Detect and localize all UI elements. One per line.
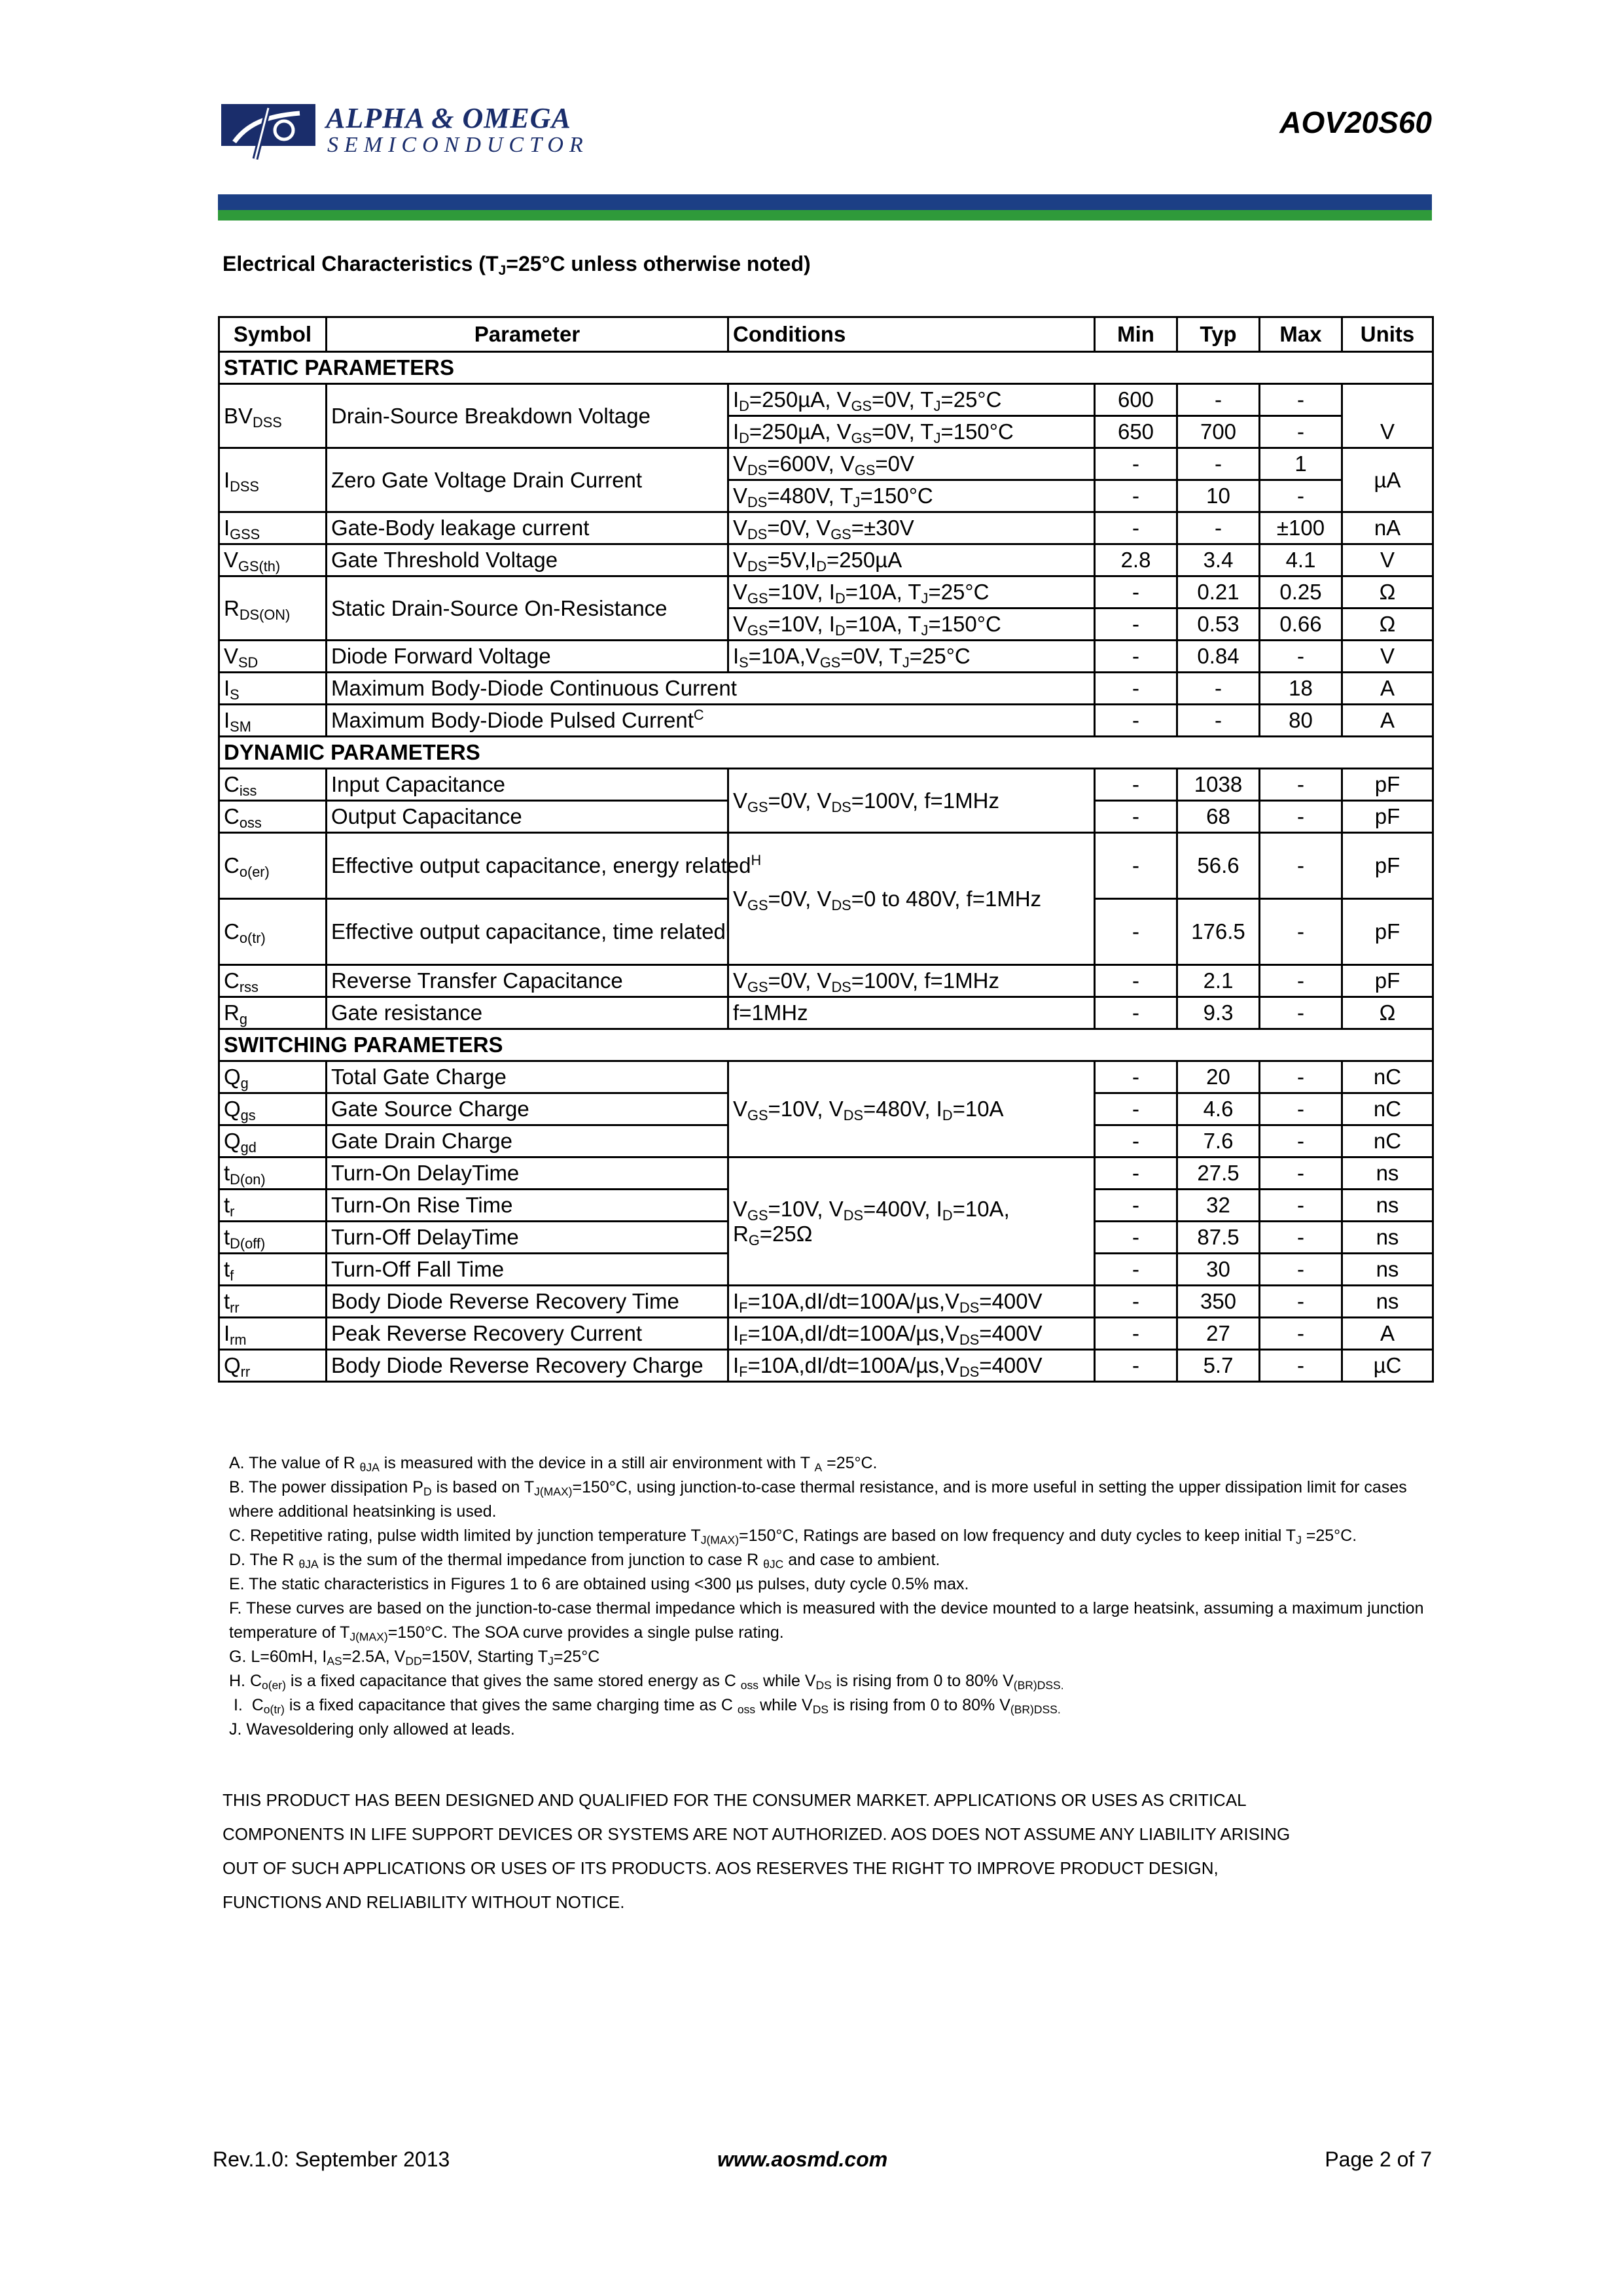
units-cell: pF <box>1342 899 1433 965</box>
max-cell: 80 <box>1260 705 1342 737</box>
symbol-cell: $Q_{gd}$ <box>219 1125 327 1157</box>
max-cell: - <box>1260 1222 1342 1254</box>
footnote-a: A. The value of R θJA is measured with the device in a still air environment with T A =25°C. <box>229 1454 878 1474</box>
symbol-cell: $C_{o(tr)}$ <box>219 899 327 965</box>
parameter-cell: Diode Forward Voltage <box>327 641 728 673</box>
part-number: AOV20S60 <box>1279 105 1432 139</box>
table-row <box>219 1318 1433 1350</box>
conditions-cell: $V_{GS}=10V$, $I_D=10A$, $T_J=150^\circ C$ <box>728 609 1095 641</box>
max-cell: - <box>1260 1350 1342 1382</box>
typ-cell: 68 <box>1177 801 1260 833</box>
parameter-cell: Gate Threshold Voltage <box>327 544 728 576</box>
min-cell: - <box>1095 1254 1177 1286</box>
symbol-cell: $V_{GS(th)}$ <box>219 544 327 576</box>
table-row <box>219 997 1433 1029</box>
units-cell: ns <box>1342 1157 1433 1190</box>
max-cell: ±100 <box>1260 512 1342 544</box>
min-cell: - <box>1095 1222 1177 1254</box>
max-cell: - <box>1260 1286 1342 1318</box>
typ-cell: 700 <box>1177 416 1260 448</box>
units-cell: ns <box>1342 1222 1433 1254</box>
max-cell: - <box>1260 641 1342 673</box>
max-cell: - <box>1260 1190 1342 1222</box>
header-band-blue <box>218 194 1432 210</box>
footnote-f: F. These curves are based on the junction-to-case thermal impedance which is measured with the device mounted to a large heatsink, assuming a maximum junction temperature of TJ(MAX)=150°C. The SOA curve provides a single pulse rating. <box>229 1599 1424 1644</box>
min-cell: - <box>1095 833 1177 899</box>
typ-cell: 1038 <box>1177 769 1260 801</box>
typ-cell: 9.3 <box>1177 997 1260 1029</box>
parameter-cell: Body Diode Reverse Recovery Time <box>327 1286 728 1318</box>
table-row <box>219 833 1433 899</box>
disclaimer <box>223 1783 1433 1919</box>
min-cell: - <box>1095 769 1177 801</box>
conditions-cell: $V_{DS}=480V$, $T_J=150^\circ C$ <box>728 480 1095 512</box>
units-cell: µC <box>1342 1350 1433 1382</box>
max-cell: - <box>1260 965 1342 997</box>
max-cell: 0.25 <box>1260 576 1342 609</box>
symbol-cell: $BV_{DSS}$ <box>219 384 327 448</box>
symbol-cell: $t_{D(off)}$ <box>219 1222 327 1254</box>
units-cell: Ω <box>1342 576 1433 609</box>
table-row <box>219 1286 1433 1318</box>
min-cell: - <box>1095 899 1177 965</box>
group-dynamic: DYNAMIC PARAMETERS <box>219 737 1433 769</box>
units-cell: pF <box>1342 769 1433 801</box>
units-cell: Ω <box>1342 997 1433 1029</box>
disclaimer-line: THIS PRODUCT HAS BEEN DESIGNED AND QUALIFIED FOR THE CONSUMER MARKET. APPLICATIONS OR USES AS CRITICAL <box>223 1790 1247 1810</box>
parameter-cell: Reverse Transfer Capacitance <box>327 965 728 997</box>
header-band-green <box>218 210 1432 221</box>
parameter-cell: Turn-Off DelayTime <box>327 1222 728 1254</box>
min-cell: - <box>1095 1093 1177 1125</box>
conditions-cell: $I_D=250\mu A$, $V_{GS}=0V$, $T_J=150^\circ C$ <box>728 416 1095 448</box>
symbol-cell: $t_{D(on)}$ <box>219 1157 327 1190</box>
table-row <box>219 512 1433 544</box>
conditions-cell: $I_F=10A,dI/dt=100A/\mu s,V_{DS}=400V$ <box>728 1286 1095 1318</box>
units-cell: µA <box>1342 448 1433 512</box>
header-min: Min <box>1095 317 1177 352</box>
min-cell: - <box>1095 1190 1177 1222</box>
typ-cell: 176.5 <box>1177 899 1260 965</box>
max-cell: - <box>1260 1093 1342 1125</box>
max-cell: - <box>1260 1318 1342 1350</box>
min-cell: - <box>1095 641 1177 673</box>
typ-cell: 3.4 <box>1177 544 1260 576</box>
typ-cell: 30 <box>1177 1254 1260 1286</box>
max-cell: - <box>1260 833 1342 899</box>
max-cell: - <box>1260 384 1342 416</box>
conditions-cell: $V_{DS}=0V$, $V_{GS}=\pm 30V$ <box>728 512 1095 544</box>
table-row <box>219 1061 1433 1093</box>
typ-cell: 0.53 <box>1177 609 1260 641</box>
table-row <box>219 965 1433 997</box>
min-cell: - <box>1095 705 1177 737</box>
group-static: STATIC PARAMETERS <box>219 352 1433 384</box>
symbol-cell: $I_{SM}$ <box>219 705 327 737</box>
units-cell: Ω <box>1342 609 1433 641</box>
footnote-j: J. Wavesoldering only allowed at leads. <box>229 1720 515 1739</box>
min-cell: 2.8 <box>1095 544 1177 576</box>
max-cell: 0.66 <box>1260 609 1342 641</box>
parameter-cell: Turn-Off Fall Time <box>327 1254 728 1286</box>
electrical-characteristics-table <box>218 316 1434 1383</box>
conditions-cell: $V_{GS}=10V$, $I_D=10A$, $T_J=25^\circ C$ <box>728 576 1095 609</box>
group-switching: SWITCHING PARAMETERS <box>219 1029 1433 1061</box>
footnote-d: D. The R θJA is the sum of the thermal impedance from junction to case R θJC and case to ambient. <box>229 1551 940 1571</box>
parameter-cell: Drain-Source Breakdown Voltage <box>327 384 728 448</box>
symbol-cell: $V_{SD}$ <box>219 641 327 673</box>
logo-text-semiconductor: SEMICONDUCTOR <box>327 133 589 157</box>
conditions-cell: $I_F=10A,dI/dt=100A/\mu s,V_{DS}=400V$ <box>728 1318 1095 1350</box>
conditions-cell: $V_{DS}=5V,I_D=250\mu A$ <box>728 544 1095 576</box>
units-cell: V <box>1342 641 1433 673</box>
units-cell: V <box>1342 384 1433 448</box>
typ-cell: 4.6 <box>1177 1093 1260 1125</box>
footer-website-link[interactable]: www.aosmd.com <box>717 2147 888 2171</box>
min-cell: - <box>1095 576 1177 609</box>
max-cell: 4.1 <box>1260 544 1342 576</box>
parameter-cell: Gate Drain Charge <box>327 1125 728 1157</box>
min-cell: - <box>1095 512 1177 544</box>
header-symbol: Symbol <box>219 317 327 352</box>
footer-page-number: Page 2 of 7 <box>1325 2147 1432 2171</box>
min-cell: - <box>1095 480 1177 512</box>
max-cell: - <box>1260 1061 1342 1093</box>
parameter-cell: Maximum Body-Diode Continuous Current <box>327 673 1095 705</box>
symbol-cell: $Q_g$ <box>219 1061 327 1093</box>
max-cell: - <box>1260 1254 1342 1286</box>
footer-revision: Rev.1.0: September 2013 <box>213 2147 450 2171</box>
max-cell: - <box>1260 769 1342 801</box>
conditions-cell: $V_{GS}=0V$, $V_{DS}=100V$, f=1MHz <box>728 769 1095 833</box>
table-row <box>219 1157 1433 1190</box>
parameter-cell: Effective output capacitance, energy related$^H$ <box>327 833 728 899</box>
symbol-cell: $Q_{rr}$ <box>219 1350 327 1382</box>
units-cell: ns <box>1342 1286 1433 1318</box>
min-cell: - <box>1095 1157 1177 1190</box>
typ-cell: 0.21 <box>1177 576 1260 609</box>
min-cell: - <box>1095 801 1177 833</box>
max-cell: 1 <box>1260 448 1342 480</box>
footnote-c: C. Repetitive rating, pulse width limited by junction temperature TJ(MAX)=150°C, Ratings are based on low frequency and duty cycles to keep initial TJ =25°C. <box>229 1527 1357 1547</box>
units-cell: A <box>1342 1318 1433 1350</box>
header-conditions: Conditions <box>728 317 1095 352</box>
table-row <box>219 705 1433 737</box>
conditions-cell: $V_{GS}=10V$, $V_{DS}=400V$, $I_D=10A$, $R_G=25\Omega$ <box>728 1157 1095 1286</box>
max-cell: - <box>1260 480 1342 512</box>
footnote-b: B. The power dissipation PD is based on TJ(MAX)=150°C, using junction-to-case thermal resistance, and is more useful in setting the upper dissipation limit for cases where additional heatsinking is used. <box>229 1478 1407 1521</box>
footnote-g: G. L=60mH, IAS=2.5A, VDD=150V, Starting TJ=25°C <box>229 1648 600 1668</box>
table-row <box>219 641 1433 673</box>
min-cell: - <box>1095 1061 1177 1093</box>
units-cell: nC <box>1342 1125 1433 1157</box>
disclaimer-line: COMPONENTS IN LIFE SUPPORT DEVICES OR SYSTEMS ARE NOT AUTHORIZED. AOS DOES NOT ASSUME ANY LIABILITY ARISING <box>223 1824 1291 1844</box>
table-row <box>219 769 1433 801</box>
units-cell: ns <box>1342 1254 1433 1286</box>
max-cell: - <box>1260 1157 1342 1190</box>
table-header-row <box>219 317 1433 352</box>
max-cell: - <box>1260 1125 1342 1157</box>
units-cell: nC <box>1342 1093 1433 1125</box>
parameter-cell: Gate Source Charge <box>327 1093 728 1125</box>
table-row <box>219 1350 1433 1382</box>
units-cell: A <box>1342 673 1433 705</box>
min-cell: - <box>1095 965 1177 997</box>
header-parameter: Parameter <box>327 317 728 352</box>
typ-cell: - <box>1177 448 1260 480</box>
table-row <box>219 384 1433 416</box>
min-cell: - <box>1095 448 1177 480</box>
max-cell: - <box>1260 899 1342 965</box>
symbol-cell: $I_{DSS}$ <box>219 448 327 512</box>
typ-cell: 56.6 <box>1177 833 1260 899</box>
disclaimer-line: FUNCTIONS AND RELIABILITY WITHOUT NOTICE. <box>223 1892 625 1912</box>
parameter-cell: Total Gate Charge <box>327 1061 728 1093</box>
parameter-cell: Maximum Body-Diode Pulsed Current$^C$ <box>327 705 1095 737</box>
symbol-cell: $I_{GSS}$ <box>219 512 327 544</box>
typ-cell: 27 <box>1177 1318 1260 1350</box>
units-cell: ns <box>1342 1190 1433 1222</box>
parameter-cell: Gate resistance <box>327 997 728 1029</box>
conditions-cell: $I_S=10A,V_{GS}=0V$, $T_J=25^\circ C$ <box>728 641 1095 673</box>
units-cell: nC <box>1342 1061 1433 1093</box>
min-cell: - <box>1095 1286 1177 1318</box>
footnote-e: E. The static characteristics in Figures 1 to 6 are obtained using <300 µs pulses, duty cycle 0.5% max. <box>229 1575 969 1593</box>
units-cell: pF <box>1342 965 1433 997</box>
max-cell: - <box>1260 997 1342 1029</box>
typ-cell: 10 <box>1177 480 1260 512</box>
max-cell: - <box>1260 801 1342 833</box>
typ-cell: - <box>1177 705 1260 737</box>
min-cell: - <box>1095 609 1177 641</box>
typ-cell: 2.1 <box>1177 965 1260 997</box>
header-max: Max <box>1260 317 1342 352</box>
symbol-cell: $R_{DS(ON)}$ <box>219 576 327 641</box>
symbol-cell: $C_{iss}$ <box>219 769 327 801</box>
symbol-cell: $t_{rr}$ <box>219 1286 327 1318</box>
symbol-cell: $I_S$ <box>219 673 327 705</box>
footnote-h: H. Co(er) is a fixed capacitance that gives the same stored energy as C oss while VDS is rising from 0 to 80% V(BR)DSS. <box>229 1672 1064 1692</box>
parameter-cell: Peak Reverse Recovery Current <box>327 1318 728 1350</box>
parameter-cell: Input Capacitance <box>327 769 728 801</box>
symbol-cell: $t_r$ <box>219 1190 327 1222</box>
typ-cell: 32 <box>1177 1190 1260 1222</box>
alpha-omega-logo-icon <box>221 104 315 160</box>
conditions-cell: $V_{GS}=0V$, $V_{DS}=0$ to 480V, f=1MHz <box>728 833 1095 965</box>
units-cell: pF <box>1342 833 1433 899</box>
conditions-cell: f=1MHz <box>728 997 1095 1029</box>
parameter-cell: Effective output capacitance, time related$^I$ <box>327 899 728 965</box>
parameter-cell: Output Capacitance <box>327 801 728 833</box>
min-cell: - <box>1095 1125 1177 1157</box>
symbol-cell: $Q_{gs}$ <box>219 1093 327 1125</box>
parameter-cell: Zero Gate Voltage Drain Current <box>327 448 728 512</box>
symbol-cell: $t_f$ <box>219 1254 327 1286</box>
min-cell: - <box>1095 997 1177 1029</box>
logo-text-alpha-omega: ALPHA & OMEGA <box>326 102 571 134</box>
header-typ: Typ <box>1177 317 1260 352</box>
conditions-cell: $I_F=10A,dI/dt=100A/\mu s,V_{DS}=400V$ <box>728 1350 1095 1382</box>
min-cell: - <box>1095 1318 1177 1350</box>
max-cell: 18 <box>1260 673 1342 705</box>
typ-cell: 7.6 <box>1177 1125 1260 1157</box>
header-units: Units <box>1342 317 1433 352</box>
typ-cell: 350 <box>1177 1286 1260 1318</box>
typ-cell: 0.84 <box>1177 641 1260 673</box>
table-row <box>219 448 1433 480</box>
disclaimer-line: OUT OF SUCH APPLICATIONS OR USES OF ITS PRODUCTS. AOS RESERVES THE RIGHT TO IMPROVE PRODUCT DESIGN, <box>223 1858 1219 1878</box>
min-cell: 600 <box>1095 384 1177 416</box>
parameter-cell: Static Drain-Source On-Resistance <box>327 576 728 641</box>
table-row <box>219 673 1433 705</box>
units-cell: A <box>1342 705 1433 737</box>
symbol-cell: $C_{rss}$ <box>219 965 327 997</box>
table-row <box>219 576 1433 609</box>
max-cell: - <box>1260 416 1342 448</box>
typ-cell: 20 <box>1177 1061 1260 1093</box>
conditions-cell: $I_D=250\mu A$, $V_{GS}=0V$, $T_J=25^\circ C$ <box>728 384 1095 416</box>
typ-cell: 5.7 <box>1177 1350 1260 1382</box>
units-cell: pF <box>1342 801 1433 833</box>
units-cell: nA <box>1342 512 1433 544</box>
min-cell: - <box>1095 673 1177 705</box>
typ-cell: - <box>1177 673 1260 705</box>
symbol-cell: $C_{oss}$ <box>219 801 327 833</box>
typ-cell: - <box>1177 512 1260 544</box>
conditions-cell: $V_{GS}=10V$, $V_{DS}=480V$, $I_D=10A$ <box>728 1061 1095 1157</box>
footnote-i: I. Co(tr) is a fixed capacitance that gives the same charging time as C oss while VDS is rising from 0 to 80% V(BR)DSS. <box>229 1696 1061 1716</box>
typ-cell: - <box>1177 384 1260 416</box>
footnotes <box>229 1451 1427 1742</box>
typ-cell: 27.5 <box>1177 1157 1260 1190</box>
min-cell: - <box>1095 1350 1177 1382</box>
symbol-cell: $R_g$ <box>219 997 327 1029</box>
units-cell: V <box>1342 544 1433 576</box>
parameter-cell: Gate-Body leakage current <box>327 512 728 544</box>
table-row <box>219 544 1433 576</box>
typ-cell: 87.5 <box>1177 1222 1260 1254</box>
section-title: Electrical Characteristics ($T_J=25^\circ C$ unless otherwise noted) <box>223 252 811 278</box>
parameter-cell: Turn-On DelayTime <box>327 1157 728 1190</box>
parameter-cell: Body Diode Reverse Recovery Charge <box>327 1350 728 1382</box>
conditions-cell: $V_{DS}=600V$, $V_{GS}=0V$ <box>728 448 1095 480</box>
company-logo <box>221 101 588 173</box>
symbol-cell: $C_{o(er)}$ <box>219 833 327 899</box>
conditions-cell: $V_{GS}=0V$, $V_{DS}=100V$, f=1MHz <box>728 965 1095 997</box>
min-cell: 650 <box>1095 416 1177 448</box>
parameter-cell: Turn-On Rise Time <box>327 1190 728 1222</box>
symbol-cell: $I_{rm}$ <box>219 1318 327 1350</box>
